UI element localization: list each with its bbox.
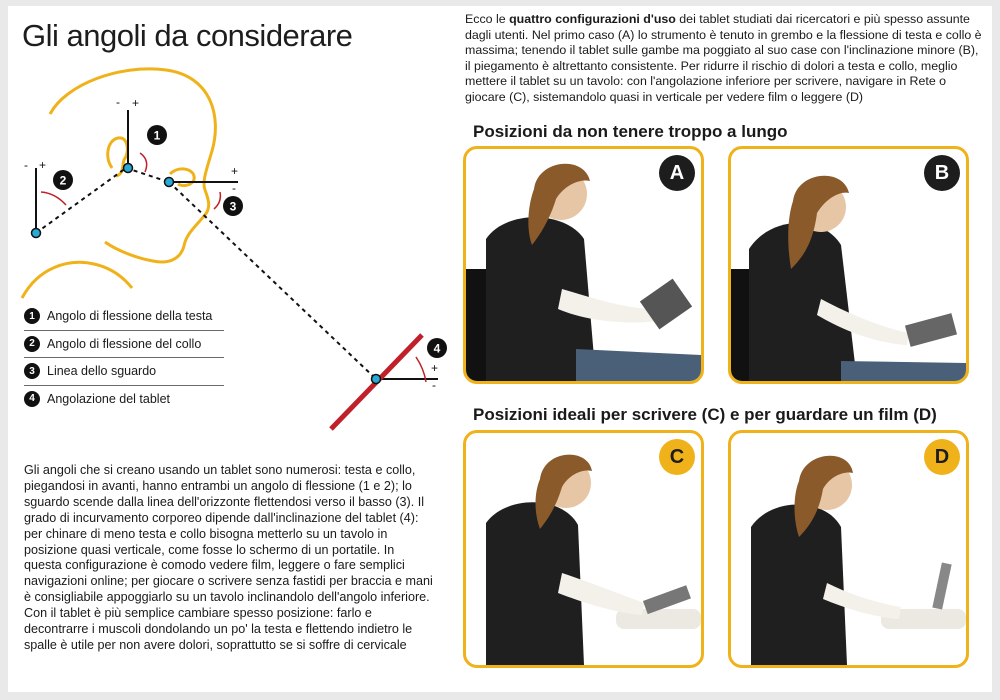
minus-sign: - [116, 95, 120, 109]
legend-label: Angolo di flessione della testa [47, 309, 213, 324]
legend [24, 303, 224, 412]
marker-4 [427, 338, 447, 358]
svg-text:1: 1 [153, 128, 161, 143]
plus-sign: + [431, 361, 439, 375]
position-badge: C [659, 439, 695, 475]
svg-text:3: 3 [229, 199, 237, 214]
section-title-bottom: Posizioni ideali per scrivere (C) e per guardare un film (D) [473, 405, 937, 424]
marker-2 [53, 170, 73, 190]
photo-position-b [728, 146, 969, 384]
minus-sign: - [24, 158, 28, 172]
photo-position-a [463, 146, 704, 384]
svg-text:4: 4 [433, 341, 441, 356]
minus-sign: - [232, 181, 236, 195]
marker-3 [223, 196, 243, 216]
page [8, 6, 992, 692]
position-badge: A [659, 155, 695, 191]
intro-paragraph: Ecco le quattro configurazioni d'uso dei tablet studiati dai ricercatori e più spesso assunte dagli utenti. Nel primo caso (A) lo strumento è tenuto in grembo e la flessione di testa e collo è massima; tenendo il tablet sulle gambe ma poggiato al suo case con l'inclinazione minore (B), il piegamento è altrettanto consistente. Per ridurre il rischio di dolori a testa e collo, meglio mettere il tablet su un tavolo: con l'angolazione inferiore per scrivere, navigare in Rete o giocare (C), sistemandolo quasi in verticale per vedere film o leggere (D) [465, 12, 982, 104]
legend-label: Angolo di flessione del collo [47, 336, 202, 351]
svg-text:2: 2 [59, 173, 67, 188]
plus-sign: + [39, 158, 47, 172]
number-badge: 3 [24, 363, 40, 379]
legend-item-4 [24, 386, 224, 413]
intro-bold: quattro configurazioni d'uso [509, 12, 676, 26]
legend-item-1 [24, 303, 224, 331]
number-badge: 2 [24, 336, 40, 352]
legend-item-2 [24, 331, 224, 359]
plus-sign: + [132, 96, 140, 110]
node-neck [32, 229, 41, 238]
number-badge: 1 [24, 308, 40, 324]
node-tablet [372, 375, 381, 384]
photo-position-c [463, 430, 704, 668]
section-title-top: Posizioni da non tenere troppo a lungo [473, 122, 788, 141]
legend-item-3 [24, 358, 224, 386]
marker-1 [147, 125, 167, 145]
photo-position-d [728, 430, 969, 668]
node-eye [165, 178, 174, 187]
position-badge: D [924, 439, 960, 475]
plus-sign: + [231, 164, 239, 178]
number-badge: 4 [24, 391, 40, 407]
minus-sign: - [432, 378, 436, 392]
body-paragraph: Gli angoli che si creano usando un tablet sono numerosi: testa e collo, piegandosi in avanti, hanno entrambi un angolo di flessione (1 e 2); lo sguardo scende dalla linea dell'orizzonte flettendosi verso il basso (3). Il grado di incurvamento corporeo dipende dall'inclinazione del tablet (4): per chinare di meno testa e collo bisogna metterlo su un tavolo in posizione quasi verticale, come fosse lo schermo di un portatile. In questa configurazione è comodo vedere film, leggere o fare semplici navigazioni online; per giocare o scrivere senza fastidi per braccia e mani è consigliabile appoggiarlo su un tavolo inclinandolo dell'angolo inferiore. Con il tablet è più semplice cambiare spesso posizione: farlo e decontrarre i muscoli dondolando un po' la testa e flettendo indietro le spalle è utile per non avere dolori, soprattutto se si soffre di cervicale [24, 463, 433, 652]
node-head [124, 164, 133, 173]
legend-label: Linea dello sguardo [47, 364, 157, 379]
shoulder-outline [22, 262, 132, 298]
page-title: Gli angoli da considerare [22, 18, 353, 53]
position-badge: B [924, 155, 960, 191]
legend-label: Angolazione del tablet [47, 391, 171, 406]
